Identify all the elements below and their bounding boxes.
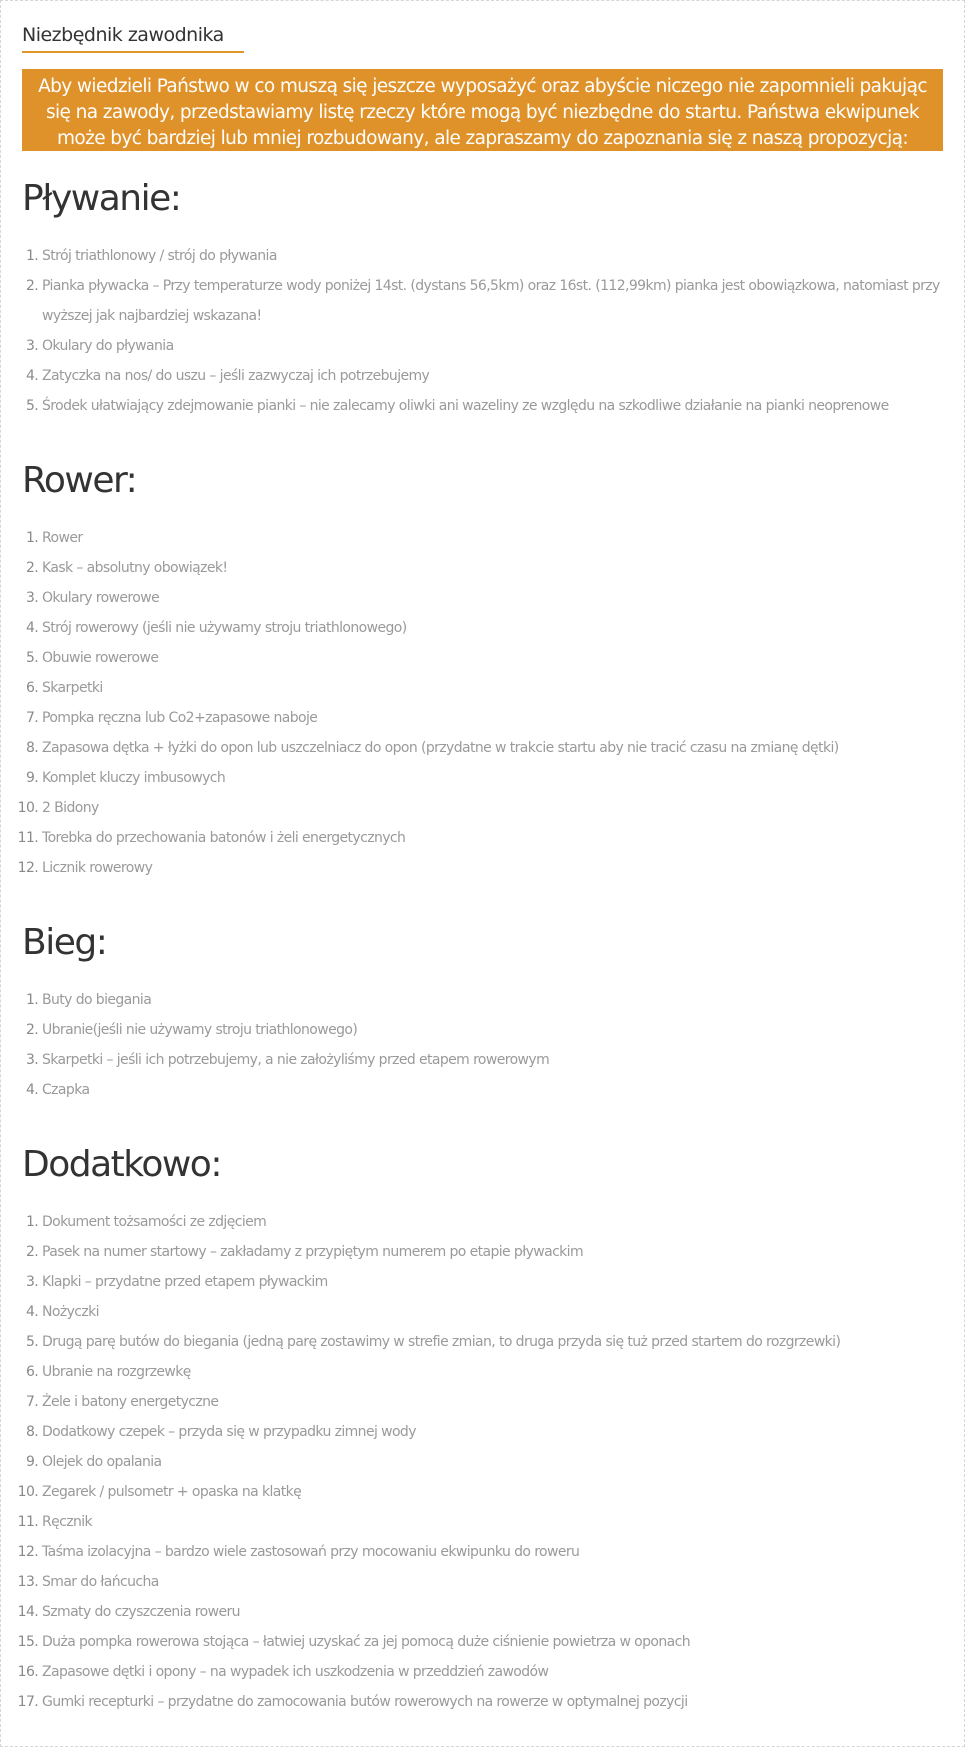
list-item: 4. Zatyczka na nos/ do uszu – jeśli zazwyczaj ich potrzebujemy <box>42 361 943 391</box>
list-item: 4. Czapka <box>42 1075 943 1105</box>
list-item: 2. Pianka pływacka – Przy temperaturze wody poniżej 14st. (dystans 56,5km) oraz 16st. (112,99km) pianka jest obowiązkowa, natomiast przy wyższej jak najbardziej wskazana! <box>42 271 943 331</box>
running-list <box>22 985 943 1105</box>
swimming-list <box>22 241 943 421</box>
additional-list <box>22 1207 943 1717</box>
list-item: 5. Środek ułatwiający zdejmowanie pianki – nie zalecamy oliwki ani wazeliny ze względu na szkodliwe działanie na pianki neoprenowe <box>42 391 943 421</box>
list-item: 4. Strój rowerowy (jeśli nie używamy stroju triathlonowego) <box>42 613 943 643</box>
list-item: 17. Gumki recepturki – przydatne do zamocowania butów rowerowych na rowerze w optymalnej pozycji <box>42 1687 943 1717</box>
list-item: 10. 2 Bidony <box>42 793 943 823</box>
list-item: 6. Ubranie na rozgrzewkę <box>42 1357 943 1387</box>
list-item: 13. Smar do łańcucha <box>42 1567 943 1597</box>
list-item: 12. Licznik rowerowy <box>42 853 943 883</box>
list-item: 8. Zapasowa dętka + łyżki do opon lub uszczelniacz do opon (przydatne w trakcie startu aby nie tracić czasu na zmianę dętki) <box>42 733 943 763</box>
list-item: 2. Kask – absolutny obowiązek! <box>42 553 943 583</box>
list-item: 15. Duża pompka rowerowa stojąca – łatwiej uzyskać za jej pomocą duże ciśnienie powietrza w oponach <box>42 1627 943 1657</box>
section-title-cycling: Rower: <box>22 460 137 501</box>
list-item: 12. Taśma izolacyjna – bardzo wiele zastosowań przy mocowaniu ekwipunku do roweru <box>42 1537 943 1567</box>
list-item: 3. Okulary rowerowe <box>42 583 943 613</box>
list-item: 1. Strój triathlonowy / strój do pływania <box>42 241 943 271</box>
list-item: 9. Olejek do opalania <box>42 1447 943 1477</box>
list-item: 5. Drugą parę butów do biegania (jedną parę zostawimy w strefie zmian, to druga przyda się tuż przed startem do rozgrzewki) <box>42 1327 943 1357</box>
list-item: 5. Obuwie rowerowe <box>42 643 943 673</box>
list-item: 1. Rower <box>42 523 943 553</box>
list-item: 11. Ręcznik <box>42 1507 943 1537</box>
list-item: 4. Nożyczki <box>42 1297 943 1327</box>
list-item: 2. Pasek na numer startowy – zakładamy z przypiętym numerem po etapie pływackim <box>42 1237 943 1267</box>
list-item: 1. Buty do biegania <box>42 985 943 1015</box>
list-item: 14. Szmaty do czyszczenia roweru <box>42 1597 943 1627</box>
list-item: 6. Skarpetki <box>42 673 943 703</box>
list-item: 3. Skarpetki – jeśli ich potrzebujemy, a nie założyliśmy przed etapem rowerowym <box>42 1045 943 1075</box>
list-item: 16. Zapasowe dętki i opony – na wypadek ich uszkodzenia w przeddzień zawodów <box>42 1657 943 1687</box>
list-item: 3. Okulary do pływania <box>42 331 943 361</box>
list-item: 7. Pompka ręczna lub Co2+zapasowe naboje <box>42 703 943 733</box>
section-title-additional: Dodatkowo: <box>22 1144 221 1185</box>
list-item: 10. Zegarek / pulsometr + opaska na klatkę <box>42 1477 943 1507</box>
page-title: Niezbędnik zawodnika <box>22 24 244 53</box>
main-content <box>22 0 943 1717</box>
list-item: 2. Ubranie(jeśli nie używamy stroju triathlonowego) <box>42 1015 943 1045</box>
list-item: 7. Żele i batony energetyczne <box>42 1387 943 1417</box>
list-item: 1. Dokument tożsamości ze zdjęciem <box>42 1207 943 1237</box>
list-item: 3. Klapki – przydatne przed etapem pływackim <box>42 1267 943 1297</box>
list-item: 9. Komplet kluczy imbusowych <box>42 763 943 793</box>
list-item: 8. Dodatkowy czepek – przyda się w przypadku zimnej wody <box>42 1417 943 1447</box>
list-item: 11. Torebka do przechowania batonów i żeli energetycznych <box>42 823 943 853</box>
section-title-running: Bieg: <box>22 922 107 963</box>
section-title-swimming: Pływanie: <box>22 178 181 219</box>
cycling-list <box>22 523 943 883</box>
intro-banner: Aby wiedzieli Państwo w co muszą się jeszcze wyposażyć oraz abyście niczego nie zapomnieli pakując się na zawody, przedstawiamy listę rzeczy które mogą być niezbędne do startu. Państwa ekwipunek może być bardziej lub mniej rozbudowany, ale zapraszamy do zapoznania się z naszą propozycją: <box>22 69 943 151</box>
